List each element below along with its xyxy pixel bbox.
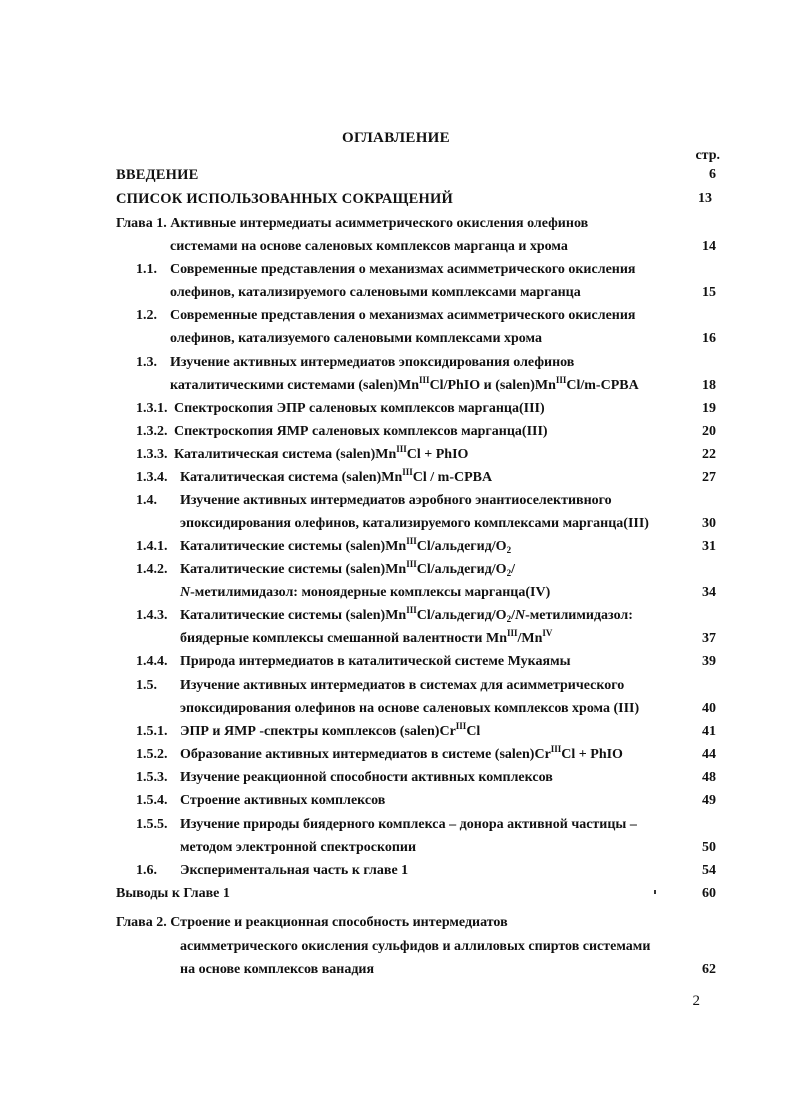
toc-entry[interactable] bbox=[0, 536, 792, 558]
toc-entry-continuation[interactable] bbox=[0, 375, 792, 397]
toc-entry-title: Каталитические системы $(salen)Mn^{III}Cl/альдегид/O_2/N$-метилимидазол: bbox=[180, 605, 633, 624]
toc-entry-page: 44 bbox=[702, 747, 716, 762]
toc-entry-title: асимметрического окисления сульфидов и аллиловых спиртов системами bbox=[180, 939, 651, 954]
toc-entry-title: Выводы к Главе 1 bbox=[116, 886, 230, 901]
toc-entry-number: 1.5.2. bbox=[136, 747, 168, 762]
toc-entry-page: 50 bbox=[702, 840, 716, 855]
toc-entry-title: системами на основе саленовых комплексов марганца и хрома bbox=[170, 239, 568, 254]
toc-entry-number: 1.3.1. bbox=[136, 401, 168, 416]
toc-entry-page: 48 bbox=[702, 770, 716, 785]
toc-entry-page: 20 bbox=[702, 424, 716, 439]
toc-entry-title: Изучение активных интермедиатов аэробного энантиоселективного bbox=[180, 493, 612, 508]
toc-entry-page: 14 bbox=[702, 239, 716, 254]
toc-entry-number: 1.4.1. bbox=[136, 539, 168, 554]
toc-entry-title: Современные представления о механизмах асимметрического окисления bbox=[170, 262, 636, 277]
toc-entry-page: 34 bbox=[702, 585, 716, 600]
toc-entry-continuation[interactable] bbox=[0, 959, 792, 981]
toc-entry-number: 1.5.3. bbox=[136, 770, 168, 785]
toc-entry-continuation[interactable] bbox=[0, 936, 792, 958]
toc-entry-title: Каталитическая система $(salen)Mn^{III}Cl$ / m-CPBA bbox=[180, 467, 493, 485]
toc-entry-title: Изучение природы биядерного комплекса – донора активной частицы – bbox=[180, 817, 637, 832]
toc-entry-page: 30 bbox=[702, 516, 716, 531]
toc-entry-title: каталитическими системами $(salen)Mn^{III}Cl$/PhIO и $(salen)Mn^{III}Cl/m$-CPBA bbox=[170, 375, 639, 393]
toc-entry-page: 62 bbox=[702, 962, 716, 977]
toc-entry[interactable] bbox=[0, 444, 792, 466]
toc-entry-number: 1.3.4. bbox=[136, 470, 168, 485]
page-number: 2 bbox=[692, 993, 700, 1009]
toc-entry-title: олефинов, катализуемого саленовыми комплексами хрома bbox=[170, 331, 542, 346]
toc-entry[interactable] bbox=[0, 675, 792, 697]
toc-entry-continuation[interactable] bbox=[0, 837, 792, 859]
toc-entry-page: 49 bbox=[702, 793, 716, 808]
toc-entry-title: Спектроскопия ЯМР саленовых комплексов марганца(III) bbox=[174, 424, 548, 439]
toc-entry[interactable] bbox=[0, 305, 792, 327]
toc-entry-title: Спектроскопия ЭПР саленовых комплексов марганца(III) bbox=[174, 401, 545, 416]
toc-entry-title: Современные представления о механизмах асимметрического окисления bbox=[170, 308, 636, 323]
toc-entry[interactable] bbox=[0, 651, 792, 673]
toc-entry-page: 18 bbox=[702, 378, 716, 393]
toc-entry-number: 1.3.3. bbox=[136, 447, 168, 462]
toc-entry-number: 1.3. bbox=[136, 355, 157, 370]
toc-entry-page: 39 bbox=[702, 654, 716, 669]
toc-entry[interactable] bbox=[0, 467, 792, 489]
toc-entry[interactable] bbox=[0, 188, 792, 210]
toc-entry-title: эпоксидирования олефинов, катализируемого комплексами марганца(III) bbox=[180, 516, 649, 531]
toc-entry-number: 1.4.3. bbox=[136, 608, 168, 623]
scan-speck bbox=[654, 890, 656, 894]
toc-entry-page: 40 bbox=[702, 701, 716, 716]
toc-entry[interactable] bbox=[0, 912, 792, 934]
toc-entry-title: методом электронной спектроскопии bbox=[180, 840, 417, 855]
toc-entry[interactable] bbox=[0, 164, 792, 186]
toc-entry-number: 1.1. bbox=[136, 262, 157, 277]
toc-entry[interactable] bbox=[0, 352, 792, 374]
page-column-label: стр. bbox=[695, 148, 720, 163]
toc-entry-title: СПИСОК ИСПОЛЬЗОВАННЫХ СОКРАЩЕНИЙ bbox=[116, 191, 453, 207]
toc-entry-number: 1.5. bbox=[136, 678, 157, 693]
toc-entry-title: Глава 2. Строение и реакционная способность интермедиатов bbox=[116, 915, 508, 930]
toc-entry-title: Каталитическая система $(salen)Mn^{III}Cl$ + PhIO bbox=[174, 444, 469, 462]
toc-entry-title: N-метилимидазол: моноядерные комплексы марганца(IV) bbox=[180, 585, 551, 600]
toc-entry[interactable] bbox=[0, 814, 792, 836]
toc-entry-number: 1.5.5. bbox=[136, 817, 168, 832]
toc-entry-title: Строение активных комплексов bbox=[180, 793, 386, 808]
toc-entry-page: 19 bbox=[702, 401, 716, 416]
toc-entry-title: ЭПР и ЯМР -спектры комплексов $(salen)Cr^{III}Cl$ bbox=[180, 721, 481, 739]
toc-entry[interactable] bbox=[0, 767, 792, 789]
toc-entry-page: 16 bbox=[702, 331, 716, 346]
toc-entry-title: олефинов, катализируемого саленовыми комплексами марганца bbox=[170, 285, 581, 300]
toc-entry-title: Природа интермедиатов в каталитической системе Мукаямы bbox=[180, 654, 571, 669]
toc-entry-title: ВВЕДЕНИЕ bbox=[116, 167, 199, 183]
toc-entry-number: 1.4.4. bbox=[136, 654, 168, 669]
toc-entry[interactable] bbox=[0, 421, 792, 443]
toc-entry-title: Изучение активных интермедиатов в системах для асимметрического bbox=[180, 678, 625, 693]
toc-entry-number: 1.5.4. bbox=[136, 793, 168, 808]
toc-entry[interactable] bbox=[0, 490, 792, 512]
toc-entry-page: 37 bbox=[702, 631, 716, 646]
toc-entry-page: 54 bbox=[702, 863, 716, 878]
toc-entry-page: 22 bbox=[702, 447, 716, 462]
toc-entry[interactable] bbox=[0, 790, 792, 812]
toc-entry-title: Каталитические системы $(salen)Mn^{III}Cl/альдегид/O_2$ bbox=[180, 536, 512, 555]
toc-entry-number: 1.5.1. bbox=[136, 724, 168, 739]
toc-entry-page: 27 bbox=[702, 470, 716, 485]
toc-entry-continuation[interactable] bbox=[0, 328, 792, 350]
toc-entry-title: Каталитические системы $(salen)Mn^{III}Cl/альдегид/O_2/$ bbox=[180, 559, 515, 578]
toc-entry-number: 1.4.2. bbox=[136, 562, 168, 577]
toc-entry-continuation[interactable] bbox=[0, 236, 792, 258]
toc-entry-title: Глава 1. Активные интермедиаты асимметрического окисления олефинов bbox=[116, 216, 589, 231]
toc-entry-number: 1.4. bbox=[136, 493, 157, 508]
toc-entry-title: биядерные комплексы смешанной валентности $Mn^{III}/Mn^{IV}$ bbox=[180, 628, 553, 646]
toc-entry-continuation[interactable] bbox=[0, 628, 792, 650]
toc-entry[interactable] bbox=[0, 259, 792, 281]
toc-entry-title: эпоксидирования олефинов на основе саленовых комплексов хрома (III) bbox=[180, 701, 640, 716]
toc-entry-number: 1.3.2. bbox=[136, 424, 168, 439]
toc-entry-page: 41 bbox=[702, 724, 716, 739]
toc-entry-title: Образование активных интермедиатов в системе $(salen)Cr^{III}Cl$ + PhIO bbox=[180, 744, 623, 762]
toc-entry[interactable] bbox=[0, 605, 792, 627]
toc-entry-page: 15 bbox=[702, 285, 716, 300]
toc-entry-page: 31 bbox=[702, 539, 716, 554]
toc-entry-page: 6 bbox=[709, 167, 716, 182]
toc-entry-page: 60 bbox=[702, 886, 716, 901]
toc-entry-title: на основе комплексов ванадия bbox=[180, 962, 375, 977]
toc-heading: ОГЛАВЛЕНИЕ bbox=[342, 130, 450, 146]
toc-entry[interactable] bbox=[0, 398, 792, 420]
toc-entry[interactable] bbox=[0, 883, 792, 905]
toc-entry[interactable] bbox=[0, 559, 792, 581]
toc-entry-continuation[interactable] bbox=[0, 513, 792, 535]
toc-entry[interactable] bbox=[0, 721, 792, 743]
toc-entry-title: Изучение активных интермедиатов эпоксидирования олефинов bbox=[170, 355, 575, 370]
toc-entry-page: 13 bbox=[698, 191, 712, 206]
toc-entry[interactable] bbox=[0, 744, 792, 766]
toc-entry-title: Экспериментальная часть к главе 1 bbox=[180, 863, 409, 878]
toc-entry-title: Изучение реакционной способности активных комплексов bbox=[180, 770, 553, 785]
toc-entry-continuation[interactable] bbox=[0, 282, 792, 304]
toc-entry-number: 1.6. bbox=[136, 863, 157, 878]
toc-entry-continuation[interactable] bbox=[0, 582, 792, 604]
toc-entry[interactable] bbox=[0, 860, 792, 882]
toc-entry-number: 1.2. bbox=[136, 308, 157, 323]
toc-entry-continuation[interactable] bbox=[0, 698, 792, 720]
toc-entry[interactable] bbox=[0, 213, 792, 235]
